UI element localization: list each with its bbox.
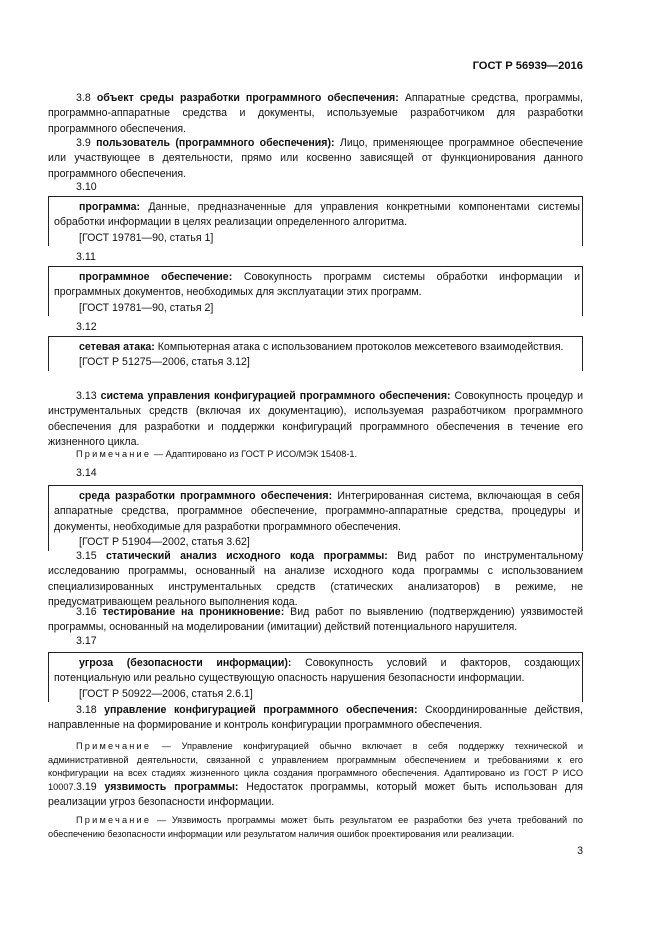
note-label: Примечание (76, 741, 152, 751)
clause-3-12-box (48, 336, 583, 371)
clause-text: Интегрированная система, включающая в себя аппаратные средства, программное обеспечение, программно-аппаратные средства, процедуры и документы, необходимые для разработки программного обеспечения. (54, 490, 580, 533)
clause-source: [ГОСТ Р 51275—2006, статья 3.12] (79, 356, 250, 369)
document-id-header: ГОСТ Р 56939—2016 (472, 60, 583, 72)
clause-text: Скоординированные действия, направленные на формирование и контроль конфигурации программного обеспечения. (48, 704, 583, 732)
clause-source: [ГОСТ 19781—90, статья 1] (79, 231, 214, 244)
clause-number: 3.15 (76, 550, 97, 562)
clause-number: 3.19 (76, 781, 97, 793)
note-text: — Управление конфигурацией обычно включает в себя поддержку технической и административной деятельности, связанной с управлением программным обеспечением и требованиями к его конфигурации на всех стадиях жизненного цикла создания программного обеспечения. Адаптировано из ГОСТ Р ИСО 10007. (48, 741, 583, 792)
clause-term: программное обеспечение: (79, 271, 233, 283)
clause-text: Совокупность процедур и инструментальных средств (включая их документацию), используемая разработчиком программного обеспечения для разработки и поддержки конфигураций программного обеспечения в течение его жизненного цикла. (48, 390, 583, 449)
clause-term: статический анализ исходного кода программы: (105, 550, 388, 562)
clause-3-9 (48, 136, 583, 182)
clause-term: объект среды разработки программного обеспечения: (96, 92, 399, 104)
clause-number: 3.18 (76, 704, 97, 716)
clause-source: [ГОСТ Р 51904—2002, статья 3.62] (79, 536, 250, 549)
clause-text: Совокупность программ системы обработки информации и программных документов, необходимых для эксплуатации этих программ. (54, 271, 580, 299)
clause-3-12-number: 3.12 (76, 321, 97, 333)
clause-source: [ГОСТ 19781—90, статья 2] (79, 301, 214, 314)
clause-3-10-box (48, 196, 583, 246)
clause-text: Недостаток программы, который может быть использован для реализации угроз безопасности информации. (48, 781, 583, 809)
clause-text: Вид работ по инструментальному исследованию программы, основанный на анализе исходного кода программы с использованием специализированных инструментальных средств (статических анализаторов) в режиме, не предусматривающем реального выполнения кода. (48, 550, 584, 609)
clause-text: Компьютерная атака с использованием протоколов межсетевого взаимодействия. (154, 341, 564, 353)
note-label: Примечание (76, 815, 152, 825)
clause-3-11-box (48, 266, 583, 316)
clause-3-17-box (48, 652, 583, 702)
clause-text: Лицо, применяющее программное обеспечение или участвующее в деятельности, прямо или косвенно зависящей от функционирования данного программного обеспечения. (48, 137, 583, 180)
clause-term: угроза (безопасности информации): (79, 657, 292, 669)
clause-3-14-box (48, 485, 583, 551)
clause-number: 3.9 (76, 137, 91, 149)
clause-term: пользователь (программного обеспечения): (96, 137, 335, 149)
clause-text: Вид работ по выявлению (подтверждению) уязвимостей программы, основанный на моделировании (имитации) действий потенциального нарушителя. (48, 606, 583, 634)
clause-3-10-number: 3.10 (76, 181, 97, 193)
clause-3-14-number: 3.14 (76, 467, 97, 479)
page-number: 3 (577, 845, 583, 857)
clause-3-11-number: 3.11 (76, 251, 96, 263)
clause-text: Аппаратные средства, программы, программно-аппаратные средства и документы, используемые разработчиком для разработки программного обеспечения. (48, 92, 583, 135)
clause-term: среда разработки программного обеспечения: (79, 490, 333, 502)
clause-3-18 (48, 703, 583, 734)
clause-term: тестирование на проникновение: (102, 606, 285, 618)
clause-term: система управления конфигурацией программного обеспечения: (100, 390, 451, 402)
clause-number: 3.16 (76, 606, 97, 618)
clause-term: сетевая атака: (79, 341, 155, 353)
clause-text: Совокупность условий и факторов, создающих потенциальную или реально существующую опасность нарушения безопасности информации. (54, 657, 580, 685)
note-3-19 (48, 814, 583, 841)
clause-term: уязвимость программы: (104, 781, 239, 793)
clause-term: программа: (79, 201, 141, 213)
note-label: Примечание (76, 449, 152, 459)
clause-number: 3.13 (76, 390, 97, 402)
clause-3-13 (48, 389, 583, 451)
clause-term: управление конфигурацией программного обеспечения: (104, 704, 418, 716)
clause-text: Данные, предназначенные для управления конкретными компонентами системы обработки информации в целях реализации определенного алгоритма. (54, 201, 580, 229)
clause-number: 3.8 (76, 92, 91, 104)
clause-3-15 (48, 549, 583, 611)
clause-3-16 (48, 605, 583, 636)
clause-source: [ГОСТ Р 50922—2006, статья 2.6.1] (79, 687, 253, 700)
note-text: — Уязвимость программы может быть результатом ее разработки без учета требований по обеспечению безопасности информации или результатом наличия ошибок проектирования или реализации. (48, 815, 583, 839)
clause-3-8 (48, 91, 583, 137)
clause-3-19 (48, 780, 583, 811)
note-3-13 (48, 448, 583, 462)
note-text: — Адаптировано из ГОСТ Р ИСО/МЭК 15408-1. (151, 449, 358, 459)
clause-3-17-number: 3.17 (76, 635, 97, 647)
